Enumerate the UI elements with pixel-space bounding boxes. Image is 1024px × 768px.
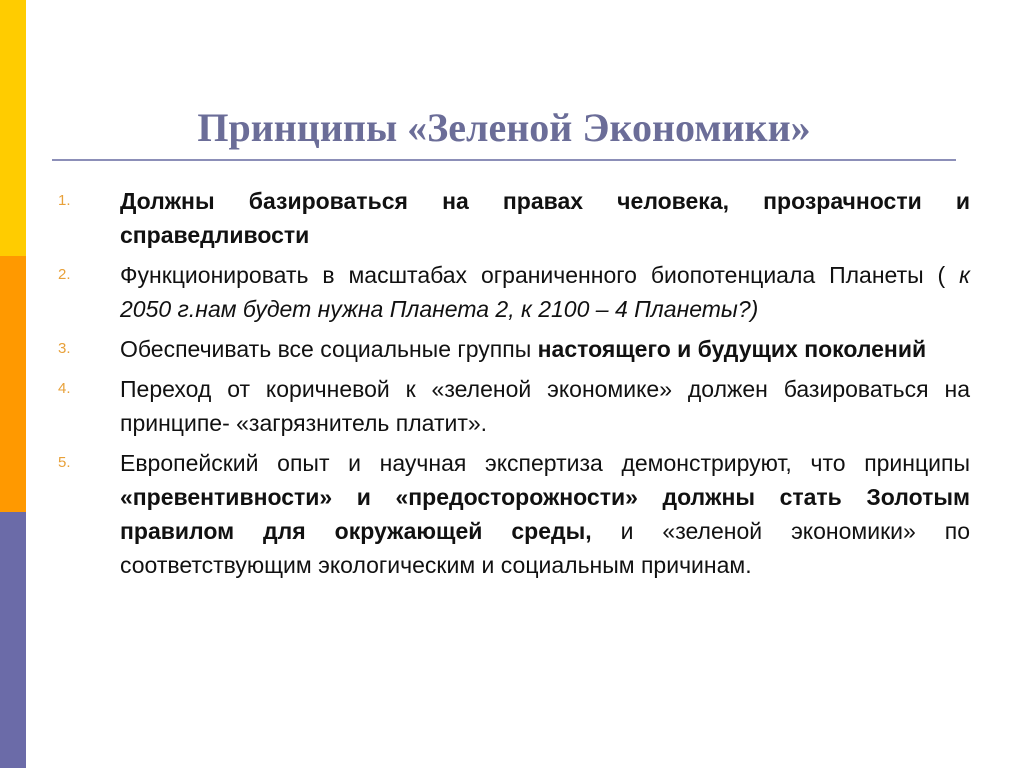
title-underline: [52, 159, 956, 161]
list-item-3: [58, 332, 970, 366]
list-number: 1.: [58, 192, 71, 209]
list-number: 5.: [58, 454, 71, 471]
item-text: Европейский опыт и научная экспертиза демонстрируют, что принципы: [120, 450, 970, 476]
principles-list: [58, 184, 970, 588]
list-item-5: [58, 446, 970, 582]
item-text: Переход от коричневой к «зеленой экономике» должен базироваться на принципе- «загрязнитель платит».: [120, 376, 970, 436]
item-text-tail: и «зеленой экономики» по соответствующим экологическим и социальным причинам.: [120, 518, 970, 578]
list-item-1: [58, 184, 970, 252]
side-bar-yellow: [0, 0, 26, 256]
item-text: Функционировать в масштабах ограниченного биопотенциала Планеты (: [120, 262, 960, 288]
list-item-4: [58, 372, 970, 440]
list-number: 2.: [58, 266, 71, 283]
side-bar-orange: [0, 256, 26, 512]
item-bold-text: настоящего и будущих поколений: [537, 336, 927, 362]
item-italic-text: к 2050 г.нам будет нужна Планета 2, к 2100 – 4 Планеты?): [120, 262, 970, 322]
side-bar-purple: [0, 512, 26, 768]
list-number: 3.: [58, 340, 71, 357]
slide-title: Принципы «Зеленой Экономики»: [197, 105, 811, 150]
item-text: Обеспечивать все социальные группы: [120, 336, 538, 362]
item-bold-text: Должны базироваться на правах человека, прозрачности и справедливости: [120, 188, 970, 248]
item-bold-text: «превентивности» и «предосторожности» должны стать Золотым правилом для окружающей среды,: [120, 484, 970, 544]
list-number: 4.: [58, 380, 71, 397]
list-item-2: [58, 258, 970, 326]
